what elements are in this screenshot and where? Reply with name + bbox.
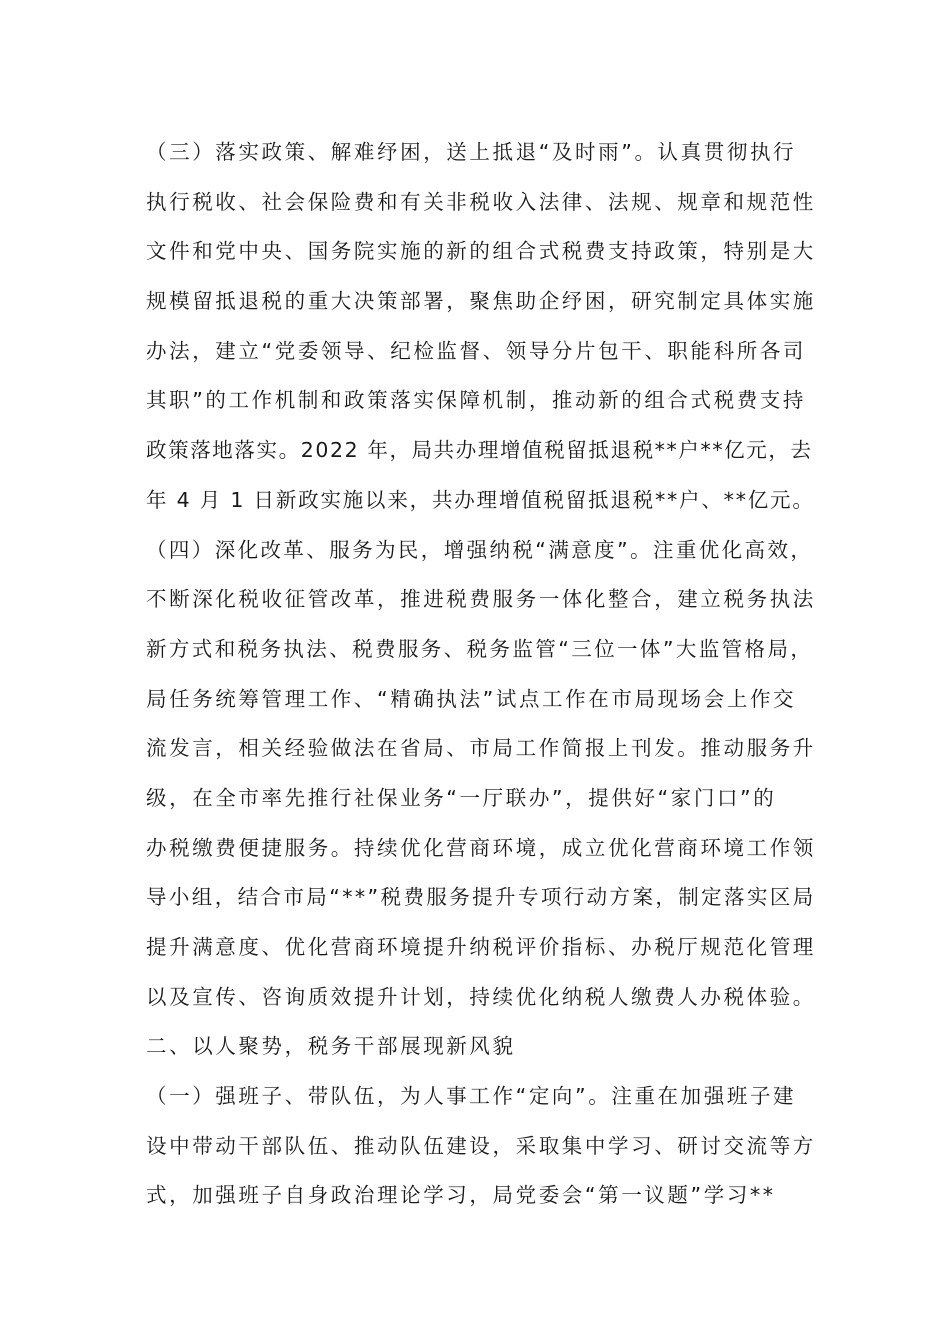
- text-line: （三）落实政策、解难纾困，送上抵退“及时雨”。认真贯彻执行: [146, 140, 797, 164]
- body-text: [146, 128, 816, 1221]
- text-line: 政策落地落实。2022 年，局共办理增值税留抵退税**户**亿元，去: [146, 438, 813, 463]
- text-line: 文件和党中央、国务院实施的新的组合式税费支持政策，特别是大: [146, 239, 816, 264]
- text-line: 年 4 月 1 日新政实施以来，共办理增值税留抵退税**户、**亿元。: [146, 487, 815, 512]
- text-line: 执行税收、社会保险费和有关非税收入法律、法规、规章和规范性: [146, 189, 816, 214]
- text-line: 导小组，结合市局“**”税费服务提升专项行动方案，制定落实区局: [146, 885, 816, 910]
- text-line: 办法，建立“党委领导、纪检监督、领导分片包干、职能科所各司: [146, 338, 807, 363]
- text-line: 规模留抵退税的重大决策部署，聚焦助企纾困，研究制定具体实施: [146, 289, 816, 314]
- text-line: 其职”的工作机制和政策落实保障机制，推动新的组合式税费支持: [146, 388, 807, 413]
- text-line: 以及宣传、咨询质效提升计划，持续优化纳税人缴费人办税体验。: [146, 984, 816, 1009]
- section-heading: 二、以人聚势，税务干部展现新风貌: [146, 1034, 516, 1059]
- text-line: 局任务统筹管理工作、“精确执法”试点工作在市局现场会上作交: [146, 686, 797, 711]
- text-line: 设中带动干部队伍、推动队伍建设，采取集中学习、研讨交流等方: [146, 1133, 816, 1158]
- text-line: 办税缴费便捷服务。持续优化营商环境，成立优化营商环境工作领: [146, 835, 816, 860]
- text-line: 式，加强班子自身政治理论学习，局党委会“第一议题”学习**: [146, 1183, 776, 1208]
- text-line: （一）强班子、带队伍，为人事工作“定向”。注重在加强班子建: [146, 1084, 797, 1109]
- text-line: 级，在全市率先推行社保业务“一厅联办”，提供好“家门口”的: [146, 785, 777, 810]
- text-line: 新方式和税务执法、税费服务、税务监管“三位一体”大监管格局，: [146, 636, 814, 661]
- text-line: 不断深化税收征管改革，推进税费服务一体化整合，建立税务执法: [146, 587, 816, 612]
- text-line: 提升满意度、优化营商环境提升纳税评价指标、办税厅规范化管理: [146, 935, 816, 959]
- text-line: （四）深化改革、服务为民，增强纳税“满意度”。注重优化高效，: [146, 537, 814, 562]
- text-line: 流发言，相关经验做法在省局、市局工作简报上刊发。推动服务升: [146, 736, 816, 761]
